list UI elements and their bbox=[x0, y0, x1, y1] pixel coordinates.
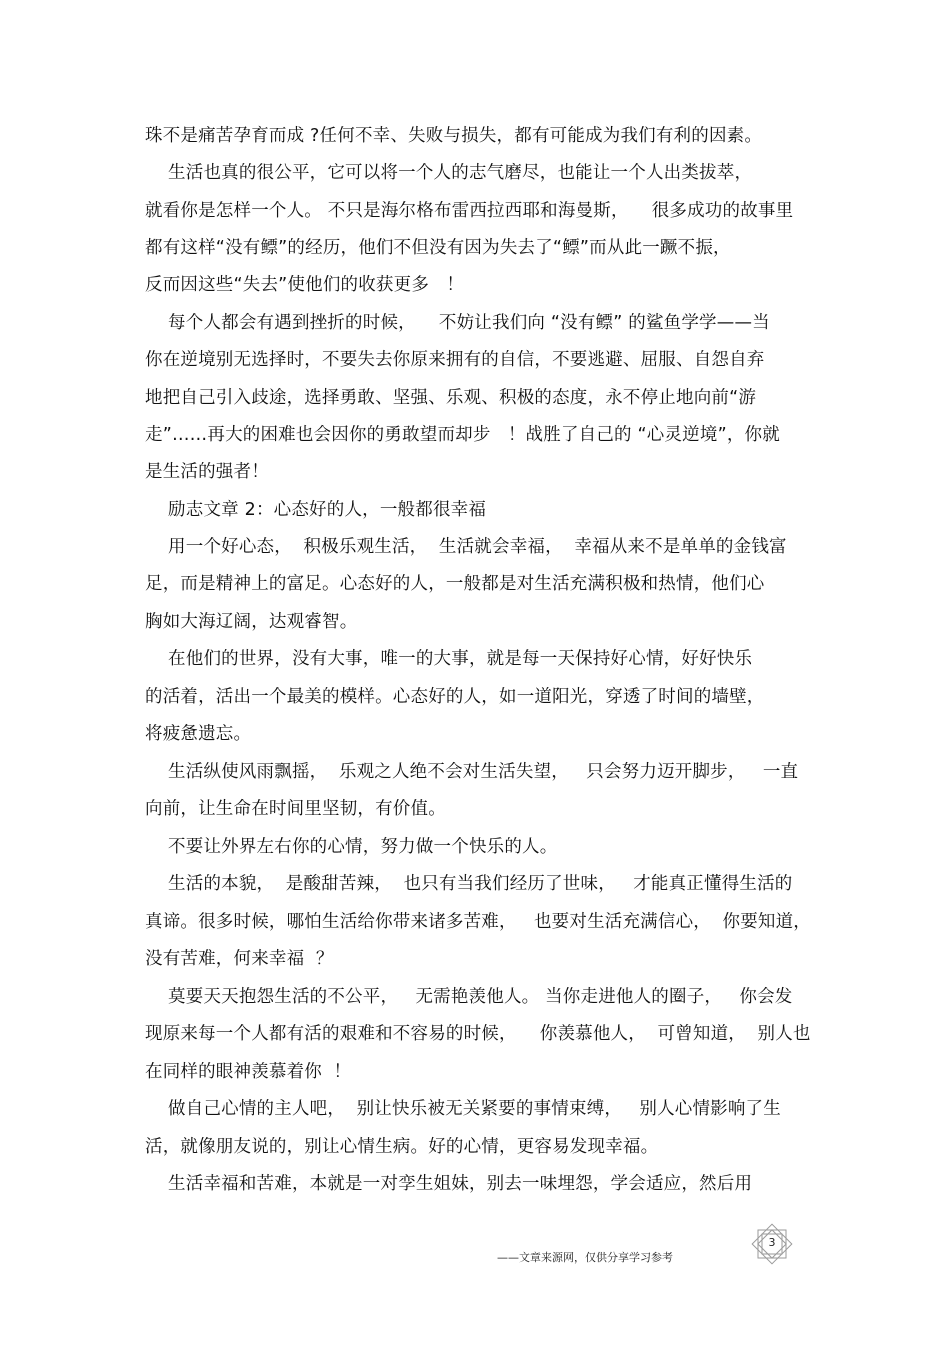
body-line: 不要让外界左右你的心情，努力做一个快乐的人。 bbox=[145, 837, 558, 857]
body-line: 珠不是痛苦孕育而成 ?任何不幸、失败与损失，都有可能成为我们有利的因素。 bbox=[145, 126, 763, 146]
body-line: 用一个好心态， 积极乐观生活， 生活就会幸福， 幸福从来不是单单的金钱富 bbox=[145, 537, 787, 557]
body-line: 生活也真的很公平，它可以将一个人的志气磨尽，也能让一个人出类拔萃， bbox=[145, 163, 753, 183]
body-line: 生活纵使风雨飘摇， 乐观之人绝不会对生活失望， 只会努力迈开脚步， 一直 bbox=[145, 762, 799, 782]
body-line: 地把自己引入歧途，选择勇敢、坚强、乐观、积极的态度，永不停止地向前“游 bbox=[145, 388, 757, 408]
body-line: 就看你是怎样一个人。 不只是海尔格布雷西拉西耶和海曼斯， 很多成功的故事里 bbox=[145, 201, 794, 221]
body-line: 你在逆境别无选择时，不要失去你原来拥有的自信，不要逃避、屈服、自怨自弃 bbox=[145, 350, 765, 370]
body-line: 每个人都会有遇到挫折的时候， 不妨让我们向 “没有鳔” 的鲨鱼学学——当 bbox=[145, 313, 770, 333]
body-line: 做自己心情的主人吧， 别让快乐被无关紧要的事情束缚， 别人心情影响了生 bbox=[145, 1099, 781, 1119]
page-number: 3 bbox=[768, 1236, 776, 1249]
body-line: 励志文章 2：心态好的人，一般都很幸福 bbox=[145, 500, 487, 520]
body-line: 在同样的眼神羡慕着你 ！ bbox=[145, 1062, 352, 1082]
body-line: 都有这样“没有鳔”的经历，他们不但没有因为失去了“鳔”而从此一蹶不振， bbox=[145, 238, 731, 258]
body-line: 真谛。很多时候，哪怕生活给你带来诸多苦难， 也要对生活充满信心， 你要知道， bbox=[145, 912, 812, 932]
body-line: 活，就像朋友说的，别让心情生病。好的心情，更容易发现幸福。 bbox=[145, 1137, 659, 1157]
source-note: ——文章来源网，仅供分享学习参考 bbox=[497, 1251, 673, 1264]
body-line: 莫要天天抱怨生活的不公平， 无需艳羡他人。 当你走进他人的圈子， 你会发 bbox=[145, 987, 793, 1007]
body-line: 生活幸福和苦难，本就是一对孪生姐妹，别去一味埋怨，学会适应，然后用 bbox=[145, 1174, 753, 1194]
body-line: 的活着，活出一个最美的模样。心态好的人，如一道阳光，穿透了时间的墙壁， bbox=[145, 687, 765, 707]
body-line: 现原来每一个人都有活的艰难和不容易的时候， 你羡慕他人， 可曾知道， 别人也 bbox=[145, 1024, 811, 1044]
body-line: 胸如大海辽阔，达观睿智。 bbox=[145, 612, 358, 632]
body-line: 在他们的世界，没有大事，唯一的大事，就是每一天保持好心情，好好快乐 bbox=[145, 649, 753, 669]
body-line: 没有苦难，何来幸福 ？ bbox=[145, 949, 334, 969]
body-line: 足，而是精神上的富足。心态好的人，一般都是对生活充满积极和热情，他们心 bbox=[145, 574, 765, 594]
body-line: 向前，让生命在时间里坚韧，有价值。 bbox=[145, 799, 446, 819]
body-line: 反而因这些“失去”使他们的收获更多 ！ bbox=[145, 275, 465, 295]
body-line: 是生活的强者！ bbox=[145, 462, 269, 482]
body-line: 走”……再大的困难也会因你的勇敢望而却步 ！战胜了自己的 “心灵逆境”，你就 bbox=[145, 425, 780, 445]
body-line: 将疲惫遗忘。 bbox=[145, 724, 252, 744]
body-line: 生活的本貌， 是酸甜苦辣， 也只有当我们经历了世味， 才能真正懂得生活的 bbox=[145, 874, 793, 894]
